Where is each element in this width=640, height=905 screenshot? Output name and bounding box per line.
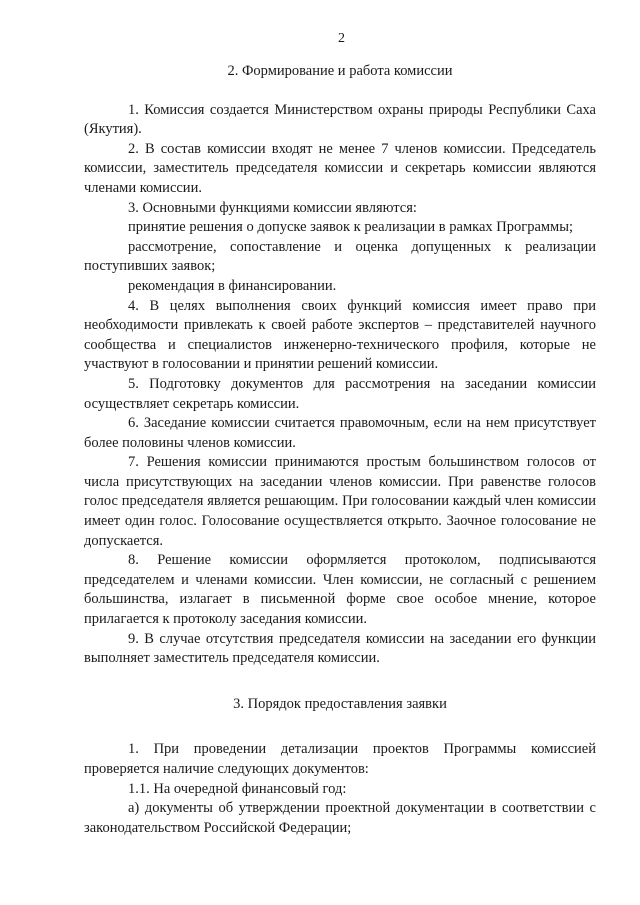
paragraph: 5. Подготовку документов для рассмотрения на заседании комиссии осуществляет секретарь комиссии.	[84, 375, 596, 412]
paragraph: 3. Основными функциями комиссии являются:	[128, 199, 417, 216]
list-item: рекомендация в финансировании.	[128, 277, 337, 294]
paragraph: 1. Комиссия создается Министерством охраны природы Республики Саха (Якутия).	[84, 101, 596, 138]
document-body	[84, 62, 596, 838]
paragraph: 1. При проведении детализации проектов Программы комиссией проверяется наличие следующих документов:	[84, 741, 596, 777]
section-heading: 2. Формирование и работа комиссии	[227, 63, 453, 79]
paragraph: 1.1. На очередной финансовый год:	[128, 780, 347, 797]
list-item: принятие решения о допуске заявок к реализации в рамках Программы;	[128, 219, 574, 236]
section-heading: 3. Порядок предоставления заявки	[233, 695, 447, 712]
list-item: рассмотрение, сопоставление и оценка допущенных к реализации поступивших заявок;	[84, 238, 596, 275]
paragraph: 8. Решение комиссии оформляется протоколом, подписываются председателем и членами комиссии. Член комиссии, не согласный с решением большинства, излагает в письменной форме свое особое мнение, которое прилагается к протоколу заседания комиссии.	[84, 552, 596, 628]
page-number: 2	[338, 31, 345, 46]
paragraph: 7. Решения комиссии принимаются простым большинством голосов от числа присутствующих на заседании членов комиссии. При равенстве голосов голос председателя является решающим. При голосовании каждый член комиссии имеет один голос. Голосование осуществляется открыто. Заочное голосование не допускается.	[84, 454, 596, 549]
paragraph: 9. В случае отсутствия председателя комиссии на заседании его функции выполняет заместитель председателя комиссии.	[84, 630, 596, 667]
paragraph: 6. Заседание комиссии считается правомочным, если на нем присутствует более половины членов комиссии.	[84, 415, 596, 451]
paragraph: 2. В состав комиссии входят не менее 7 членов комиссии. Председатель комиссии, заместитель председателя комиссии и секретарь комиссии являются членами комиссии.	[84, 140, 596, 196]
paragraph: а) документы об утверждении проектной документации в соответствии с законодательством Российской Федерации;	[84, 800, 596, 836]
paragraph: 4. В целях выполнения своих функций комиссия имеет право при необходимости привлекать к своей работе экспертов – представителей научного сообщества и специалистов инженерно-технического профиля, которые не участвуют в голосовании и принятии решений комиссии.	[84, 297, 596, 373]
